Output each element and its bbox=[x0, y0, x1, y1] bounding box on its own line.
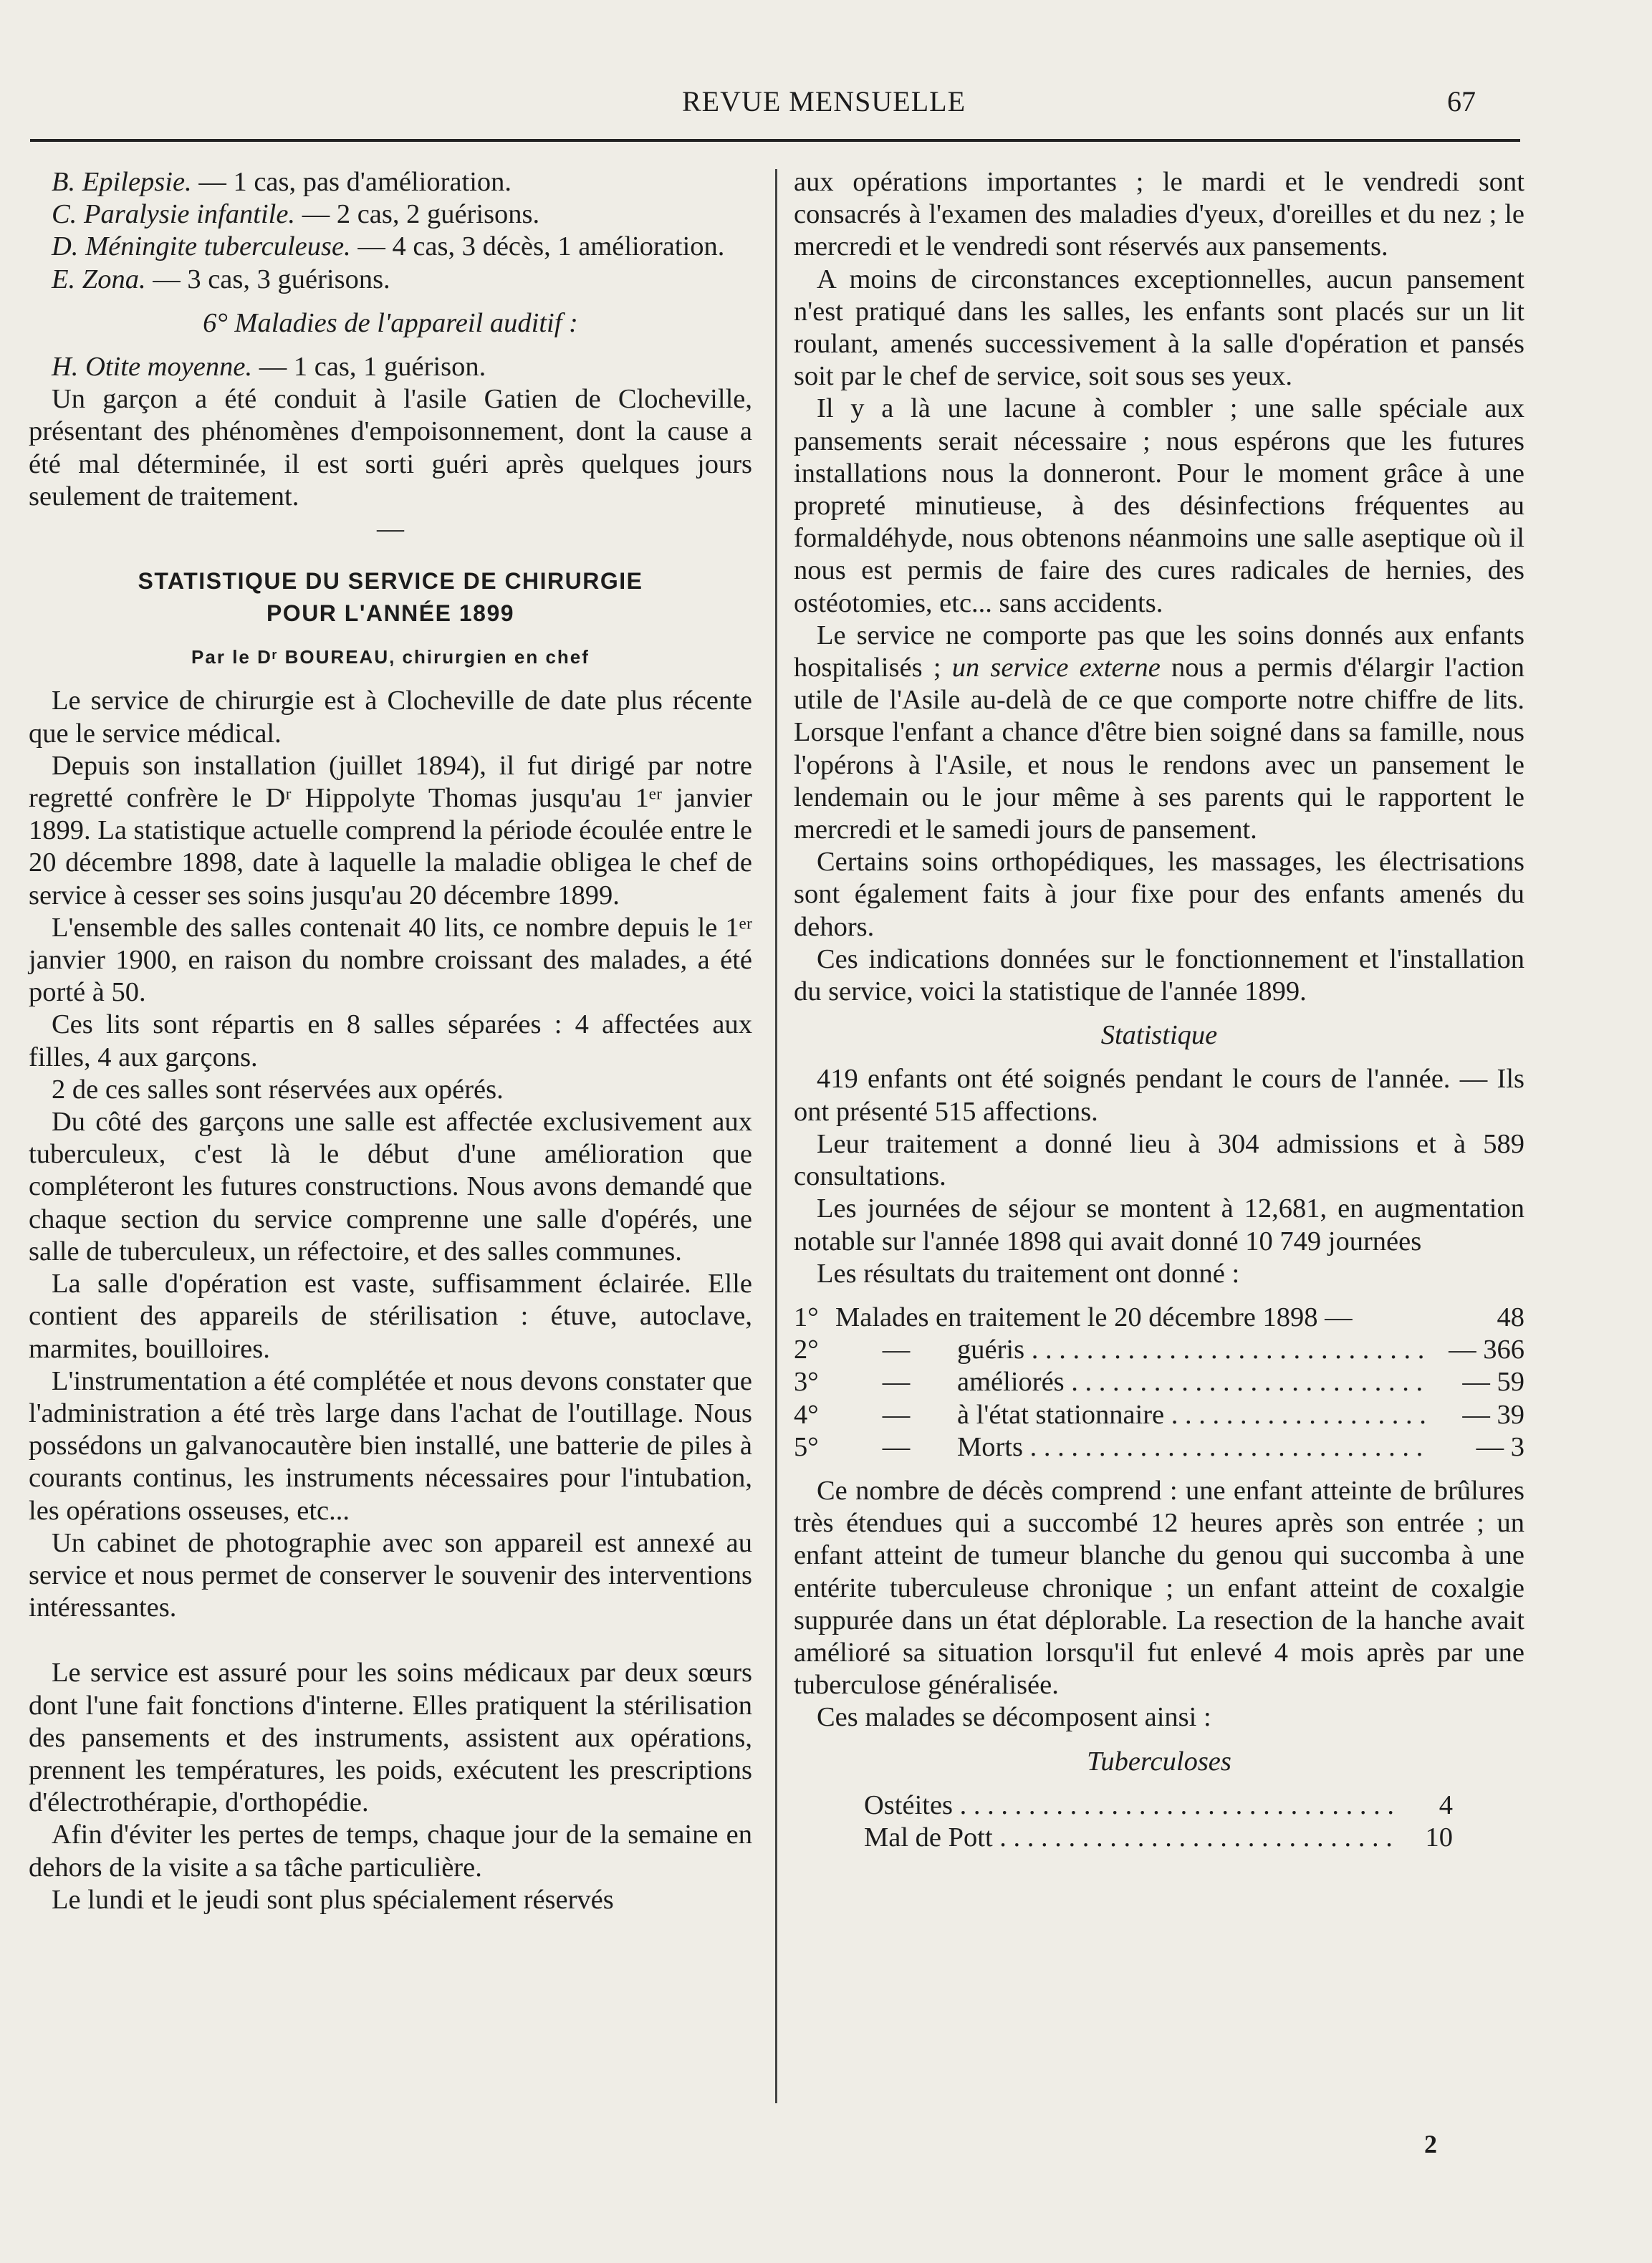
results-row: 5° — Morts . . . — 3 bbox=[794, 1431, 1524, 1464]
column-divider bbox=[775, 169, 777, 2103]
running-header-title: REVUE MENSUELLE bbox=[681, 85, 966, 117]
paragraph: La salle d'opération est vaste, suffisamment éclairée. Elle contient des appareils de stérilisation : étuve, autoclave, marmites, bouilloires. bbox=[29, 1269, 752, 1364]
results-table bbox=[794, 1302, 1524, 1464]
subheading-auditory: 6° Maladies de l'appareil auditif : bbox=[203, 307, 578, 338]
subheading-tuberculoses: Tuberculoses bbox=[1087, 1746, 1231, 1777]
paragraph: aux opérations importantes ; le mardi et le vendredi sont consacrés à l'examen des maladies d'yeux, d'oreilles et du nez ; le mercredi et le vendredi sont réservés aux pansements. bbox=[794, 167, 1524, 262]
paragraph: Les résultats du traitement ont donné : bbox=[817, 1258, 1240, 1289]
author-byline: Par le Dʳ BOUREAU, chirurgien en chef bbox=[191, 646, 590, 668]
paragraph: Leur traitement a donné lieu à 304 admissions et à 589 consultations. bbox=[794, 1128, 1524, 1192]
paragraph: Les journées de séjour se montent à 12,681, en augmentation notable sur l'année 1898 qui avait donné 10 749 journées bbox=[794, 1193, 1524, 1257]
paragraph: Le service est assuré pour les soins médicaux par deux sœurs dont l'une fait fonctions d'interne. Elles pratiquent la stérilisation des pansements et des instruments, assistent aux opérations, prennent les températures, les poids, exécutent les prescriptions d'électrothérapie, d'orthopédie. bbox=[29, 1658, 752, 1818]
left-column bbox=[29, 166, 752, 1916]
paragraph: Ce nombre de décès comprend : une enfant atteinte de brûlures très étendues qui a succombé 12 heures après son entrée ; un enfant atteint de tumeur blanche du genou qui succomba à une entérite tuberculeuse chronique ; un enfant atteint de coxalgie suppurée dans un état déplorable. La resection de la hanche avait amélioré sa situation lorsqu'il fut enlevé 4 mois après par une tuberculose généralisée. bbox=[794, 1475, 1524, 1701]
paragraph: Ces indications données sur le fonctionnement et l'installation du service, voici la statistique de l'année 1899. bbox=[794, 943, 1524, 1007]
paragraph: Ces malades se décomposent ainsi : bbox=[817, 1702, 1211, 1733]
results-row: 3° — améliorés . . . — 59 bbox=[794, 1366, 1524, 1398]
results-row: 2° — guéris . . . — 366 bbox=[794, 1334, 1524, 1366]
results-row: 1° Malades en traitement le 20 décembre 1898 — 48 bbox=[794, 1302, 1524, 1332]
section-title-line1: STATISTIQUE DU SERVICE DE CHIRURGIE bbox=[138, 568, 643, 595]
signature-mark: 2 bbox=[1424, 2130, 1437, 2158]
list-item-d: D. Méningite tuberculeuse. — 4 cas, 3 décès, 1 amélioration. bbox=[52, 231, 725, 262]
paragraph: A moins de circonstances exceptionnelles, aucun pansement n'est pratiqué dans les salles, les enfants sont placés sur un lit roulant, amenés successivement à la salle d'opération et pansés soit par le chef de service, soit sous ses yeux. bbox=[794, 264, 1524, 392]
subheading-statistique: Statistique bbox=[1100, 1020, 1218, 1051]
paragraph: 2 de ces salles sont réservées aux opérés. bbox=[52, 1074, 504, 1105]
paragraph: Un garçon a été conduit à l'asile Gatien de Clocheville, présentant des phénomènes d'empoisonnement, dont la cause a été mal déterminée, il est sorti guéri après quelques jours seulement de traitement. bbox=[29, 384, 752, 511]
tuberculoses-row: Mal de Pott . . . 10 bbox=[794, 1822, 1524, 1854]
tuberculoses-row: Ostéites . . . 4 bbox=[794, 1789, 1524, 1822]
right-column bbox=[794, 166, 1524, 1854]
paragraph: Du côté des garçons une salle est affectée exclusivement aux tuberculeux, c'est là le début d'une amélioration que compléteront les futures constructions. Nous avons demandé que chaque section du service comprenne une salle d'opérés, une salle de tuberculeux, un réfectoire, et des salles communes. bbox=[29, 1107, 752, 1267]
paragraph: 419 enfants ont été soignés pendant le cours de l'année. — Ils ont présenté 515 affections. bbox=[794, 1064, 1524, 1127]
paragraph: Le service de chirurgie est à Clocheville de date plus récente que le service médical. bbox=[29, 686, 752, 749]
list-item-c: C. Paralysie infantile. — 2 cas, 2 guérisons. bbox=[52, 199, 540, 230]
list-item-h: H. Otite moyenne. — 1 cas, 1 guérison. bbox=[52, 352, 486, 383]
paragraph: Un cabinet de photographie avec son appareil est annexé au service et nous permet de conserver le souvenir des interventions intéressantes. bbox=[29, 1527, 752, 1623]
list-item-b: B. Epilepsie. — 1 cas, pas d'amélioration. bbox=[52, 167, 512, 197]
paragraph: Depuis son installation (juillet 1894), il fut dirigé par notre regretté confrère le Dʳ Hippolyte Thomas jusqu'au 1ᵉʳ janvier 1899. La statistique actuelle comprend la période écoulée entre le 20 décembre 1898, date à laquelle la maladie obligea le chef de service à cesser ses soins jusqu'au 20 décembre 1899. bbox=[29, 750, 752, 911]
separator-dash: — bbox=[377, 514, 404, 544]
header-rule bbox=[30, 139, 1520, 142]
page-number: 67 bbox=[1447, 85, 1476, 117]
paragraph: L'instrumentation a été complétée et nous devons constater que l'administration a été très large dans l'achat de l'outillage. Nous possédons un galvanocautère bien installé, une batterie de piles à courants continus, les instruments nécessaires pour l'intubation, les opérations osseuses, etc... bbox=[29, 1365, 752, 1526]
paragraph: Afin d'éviter les pertes de temps, chaque jour de la semaine en dehors de la visite a sa tâche particulière. bbox=[29, 1820, 752, 1883]
paragraph: Ces lits sont répartis en 8 salles séparées : 4 affectées aux filles, 4 aux garçons. bbox=[29, 1009, 752, 1072]
paragraph: Il y a là une lacune à combler ; une salle spéciale aux pansements serait nécessaire ; nous espérons que les futures installations nous la donneront. Pour le moment grâce à une propreté minutieuse, à des désinfections fréquentes au formaldéhyde, nous obtenons néanmoins une salle aseptique où il nous est permis de faire des cures radicales de hernies, des ostéotomies, etc... sans accidents. bbox=[794, 393, 1524, 618]
paragraph: Certains soins orthopédiques, les massages, les électrisations sont également faits à jour fixe pour des enfants amenés du dehors. bbox=[794, 847, 1524, 942]
paragraph: Le lundi et le jeudi sont plus spécialement réservés bbox=[52, 1884, 614, 1915]
paragraph: Le service ne comporte pas que les soins donnés aux enfants hospitalisés ; un service externe nous a permis d'élargir l'action utile de l'Asile au-delà de ce que comporte notre chiffre de lits. Lorsque l'enfant a chance d'être bien soigné dans sa famille, nous l'opérons à l'Asile, et nous le rendons avec un pansement le lendemain ou le jour même à ses parents qui le rapportent le mercredi et le samedi jours de pansement. bbox=[794, 620, 1525, 845]
list-item-e: E. Zona. — 3 cas, 3 guérisons. bbox=[52, 264, 390, 294]
paragraph: L'ensemble des salles contenait 40 lits, ce nombre depuis le 1ᵉʳ janvier 1900, en raison du nombre croissant des malades, a été porté à 50. bbox=[29, 912, 752, 1008]
results-row: 4° — à l'état stationnaire . . . — 39 bbox=[794, 1399, 1524, 1431]
section-title-line2: POUR L'ANNÉE 1899 bbox=[266, 600, 515, 627]
